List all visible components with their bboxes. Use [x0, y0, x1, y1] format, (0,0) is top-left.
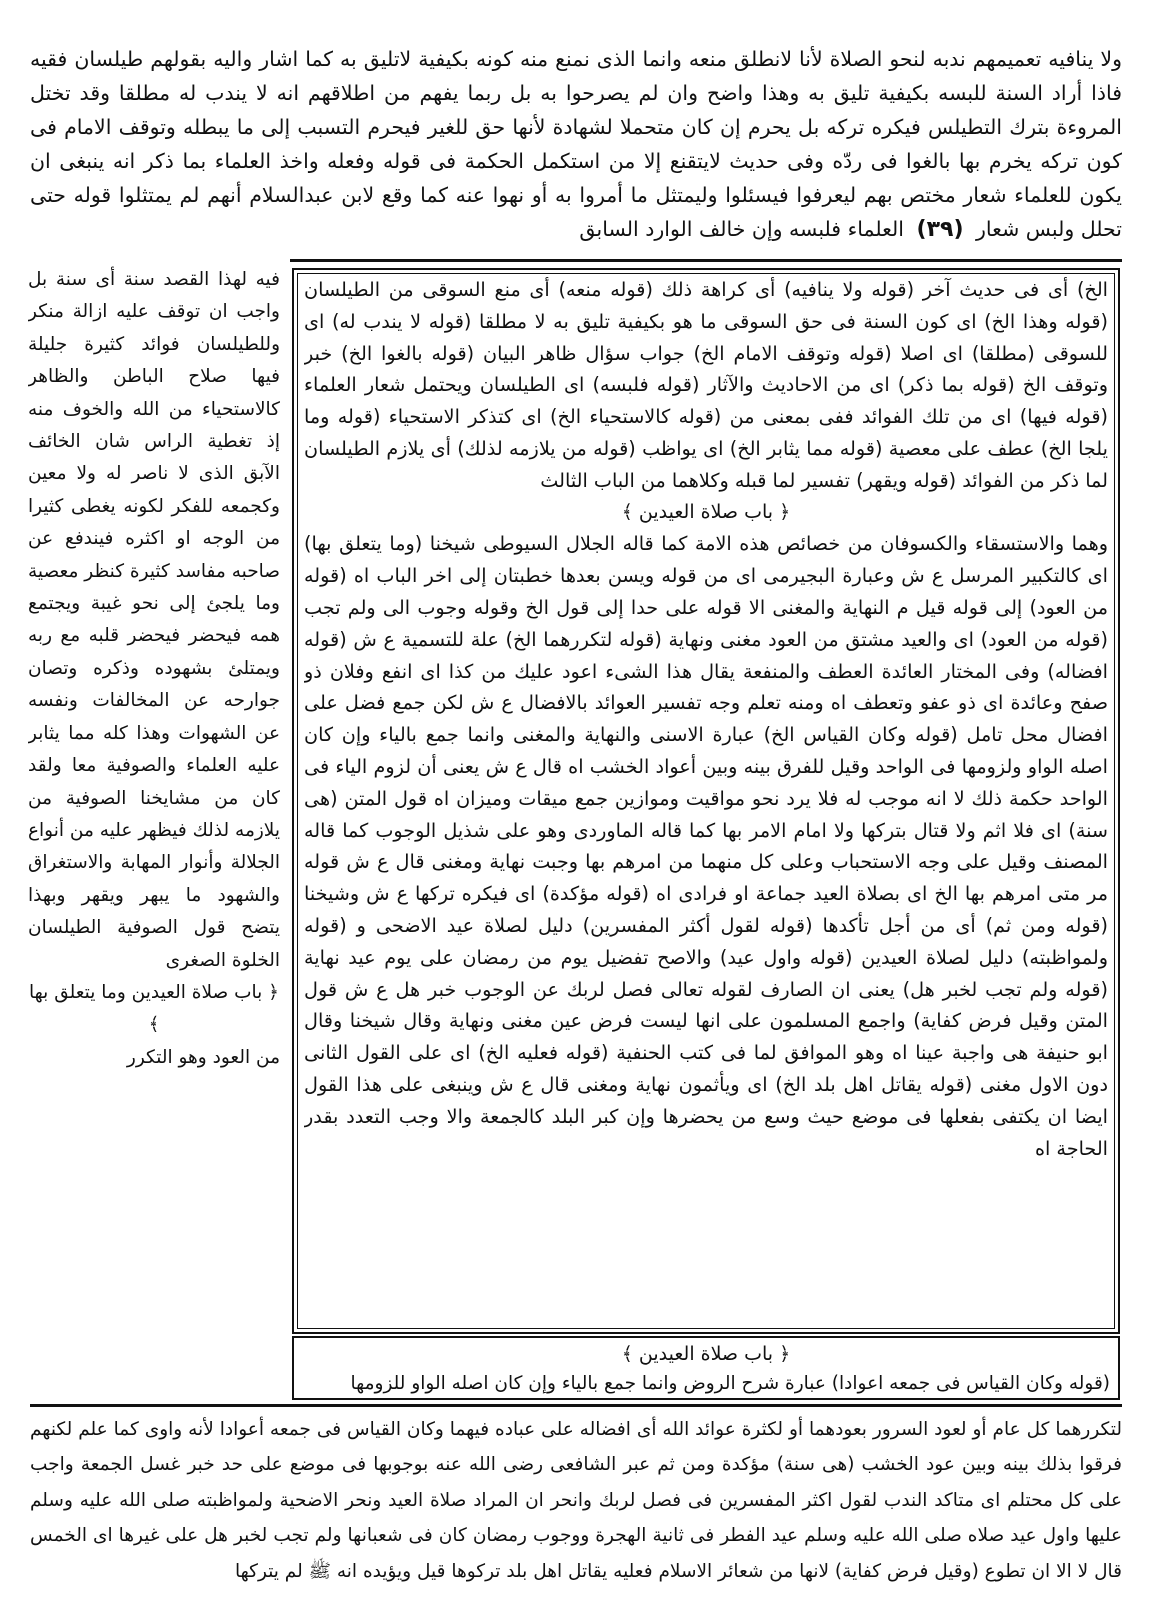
main-commentary-box: [292, 268, 1120, 1334]
page-number: (٣٩): [916, 217, 964, 242]
footer-main-text: [30, 1412, 1122, 1592]
top-text-main: ولا ينافيه تعميمهم ندبه لنحو الصلاة لأنا لانطلق منعه وانما الذى نمنع منه كونه بكيفية لاتليق به كما اشار واليه بقولهم طيلسان فقيه فاذا أراد السنة للبسه بكيفية تليق به وهذا واضح وان لم يصرحوا به بل ربما يفهم من اطلاقهم انه لا يندب له مطلقا وقد تختل المروءة بترك التطيلس فيكره تركه بل يحرم إن كان متحملا لشهادة لأنها حق للغير فيحرم التسبب إلى ما يبطله وتوقف الامام فى كون تركه يخرم بها بالغوا فى ردّه وفى حديث لايتقنع إلا من استكمل الحكمة فى قوله وفعله واخذ العلماء بما ذكر انه ينبغى ان يكون للعلماء شعار مختص بهم ليعرفوا فيسئلوا وليمتثل ما أمروا به أو نهوا عنه كما وقع لابن عبدالسلام أنهم لم يمتثلوا قوله حتى تحلل ولبس شعار: [30, 47, 1122, 241]
margin-text: فيه لهذا القصد سنة أى سنة بل واجب ان توقف عليه ازالة منكر وللطيلسان فوائد كثيرة جليلة فيها صلاح الباطن والظاهر كالاستحياء من الله والخوف منه إذ تغطية الراس شان الخائف الآبق الذى لا ناصر له ولا معين وكجمعه للفكر لكونه يغطى كثيرا من الوجه او اكثره فيندفع عن صاحبه مفاسد كثيرة كنظر معصية وما يلجئ إلى نحو غيبة ويجتمع همه فيحضر فيحضر قلبه مع ربه ويمتلئ بشهوده وذكره وتصان جوارحه عن المخالفات ونفسه عن الشهوات وهذا كله مما يثابر عليه العلماء والصوفية معا ولقد كان من مشايخنا الصوفية من يلازمه لذلك فيظهر عليه من أنواع الجلالة وأنوار المهابة والاستغراق والشهود ما يبهر ويقهر وبهذا يتضح قول الصوفية الطيلسان الخلوة الصغرى: [28, 269, 280, 971]
margin-chapter-heading: ﴿ باب صلاة العيدين وما يتعلق بها ﴾: [29, 981, 279, 1036]
footer-text: لتكررهما كل عام أو لعود السرور بعودهما أو لكثرة عوائد الله أى افضاله على عباده فيهما وكان القياس فى جمعه أعوادا لأنه واوى كما علم لكنهم فرقوا بذلك بينه وبين عود الخشب (هى سنة) مؤكدة ومن ثم عبر الشافعى رضى الله عنه بوجوبها فى موضع على حد خبر غسل الجمعة واجب على كل محتلم اى متاكد الندب لقول اكثر المفسرين فى فصل لربك وانحر ان المراد صلاة العيد ونحر الاضحية ولمواظبته صلى الله عليه وسلم عليها واول عيد صلاه صلى الله عليه وسلم عيد الفطر فى ثانية الهجرة ووجوب رمضان كان فى شعبانها ولم تجب لخبر هل على غيرها اى الخمس قال لا الا ان تطوع (وقيل فرض كفاية) لانها من شعائر الاسلام فعليه يقاتل اهل بلد تركوها قيل ويؤيده انه ﷺ لم يتركها: [30, 1419, 1122, 1582]
margin-tail-text: من العود وهو التكرر: [126, 1046, 280, 1068]
bottom-chapter-heading: ﴿ باب صلاة العيدين ﴾: [621, 1343, 791, 1365]
footer-separator-line: [30, 1404, 1122, 1407]
main-text-part1: الخ) أى فى حديث آخر (قوله ولا ينافيه) أى كراهة ذلك (قوله منعه) أى منع السوقى من الطيلسان (قوله وهذا الخ) اى كون السنة فى حق السوقى ما هو بكيفية تليق به لا مطلقا (قوله لا يندب له) اى للسوقى (مطلقا) اى اصلا (قوله وتوقف الامام الخ) جواب سؤال ظاهر البيان (قوله بالغوا الخ) خبر وتوقف الخ (قوله بما ذكر) اى من الاحاديث والآثار (قوله فلبسه) اى الطيلسان ويحتمل شعار العلماء (قوله فيها) اى من تلك الفوائد ففى بمعنى من (قوله كالاستحياء الخ) اى كتذكر الاستحياء (قوله وما يلجا الخ) عطف على معصية (قوله مما يثابر الخ) اى يواظب (قوله من يلازمه لذلك) أى يلازم الطيلسان لما ذكر من الفوائد (قوله ويقهر) تفسير لما قبله وكلاهما من الباب الثالث: [304, 278, 1108, 492]
main-commentary-inner-frame: [297, 273, 1115, 1329]
bottom-commentary-box: [292, 1336, 1120, 1400]
top-text-tail: العلماء فلبسه وإن خالف الوارد السابق: [579, 217, 904, 241]
top-text-block: [30, 42, 1122, 258]
top-separator-line: [290, 259, 1122, 262]
main-chapter-heading: ﴿ باب صلاة العيدين ﴾: [621, 500, 791, 523]
main-commentary-text: [304, 274, 1108, 1278]
margin-column: [28, 264, 280, 1342]
main-text-part2: وهما والاستسقاء والكسوفان من خصائص هذه الامة كما قاله الجلال السيوطى شيخنا (وما يتعلق بها) اى كالتكبير المرسل ع ش وعبارة البجيرمى اى من قوله ويسن بعدها خطبتان إلى اخر الباب اه (قوله من العود) إلى قوله قيل م النهاية والمغنى الا قوله على حدا إلى قول الخ وقوله وجوب الى ولم تجب (قوله من العود) اى والعيد مشتق من العود مغنى ونهاية (قوله لتكررهما الخ) علة للتسمية ع ش (قوله افضاله) وفى المختار العائدة العطف والمنفعة يقال هذا الشىء اعود عليك من كذا اى انفع وفلان ذو صفح وعائدة اى ذو عفو وتعطف اه ومنه تعلم وجه تفسير العوائد بالافضال ع ش لكن جمع فضل على افضال محل تامل (قوله وكان القياس الخ) عبارة الاسنى والنهاية والمغنى وانما جمع بالياء وإن كان اصله الواو ولزومها فى الواحد وقيل للفرق بينه وبين أعواد الخشب اه قال ع ش يعنى أن لزوم الياء فى الواحد حكمة ذلك لا انه موجب له فلا يرد نحو مواقيت وموازين جمع ميقات وميزان اه قول المتن (هى سنة) اى فلا اثم ولا قتال بتركها ولا امام الامر بها كما قاله الماوردى وهو على شذيل الوجوب كما قاله المصنف وقيل على وجه الاستحباب وعلى كل منهما من امرهم بها وجبت نهاية ومغنى قال ع ش قوله مر متى امرهم بها الخ اى بصلاة العيد جماعة او فرادى اه (قوله مؤكدة) اى فيكره تركها ع ش وشيخنا (قوله ومن ثم) أى من أجل تأكدها (قوله لقول أكثر المفسرين) دليل لصلاة عيد الاضحى و (قوله ولمواظبته) دليل لصلاة العيدين (قوله واول عيد) والاصح تفضيل يوم من رمضان على يوم عيد نهاية (قوله ولم تجب لخبر هل) يعنى ان الصارف لقوله تعالى فصل لربك عن الوجوب خبر هل ع ش قول المتن وقيل فرض كفاية) واجمع المسلمون على انها ليست فرض عين مغنى ونهاية وقال شيخنا وقال ابو حنيفة هى واجبة عينا اه وهو الموافق لما فى كتب الحنفية (قوله فعليه الخ) اى على القول الثانى دون الاول مغنى (قوله يقاتل اهل بلد الخ) اى ويأثمون نهاية ومغنى قال ع ش وينبغى على هذا القول ايضا ان يكتفى بفعلها فى موضع حيث وسع من يحضرها وإن كبر البلد كالجمعة والا وجب التعدد بقدر الحاجة اه: [304, 532, 1108, 1160]
bottom-commentary-text: (قوله وكان القياس فى جمعه اعوادا) عبارة شرح الروض وانما جمع بالياء وإن كان اصله الواو للزومها: [350, 1373, 1110, 1394]
